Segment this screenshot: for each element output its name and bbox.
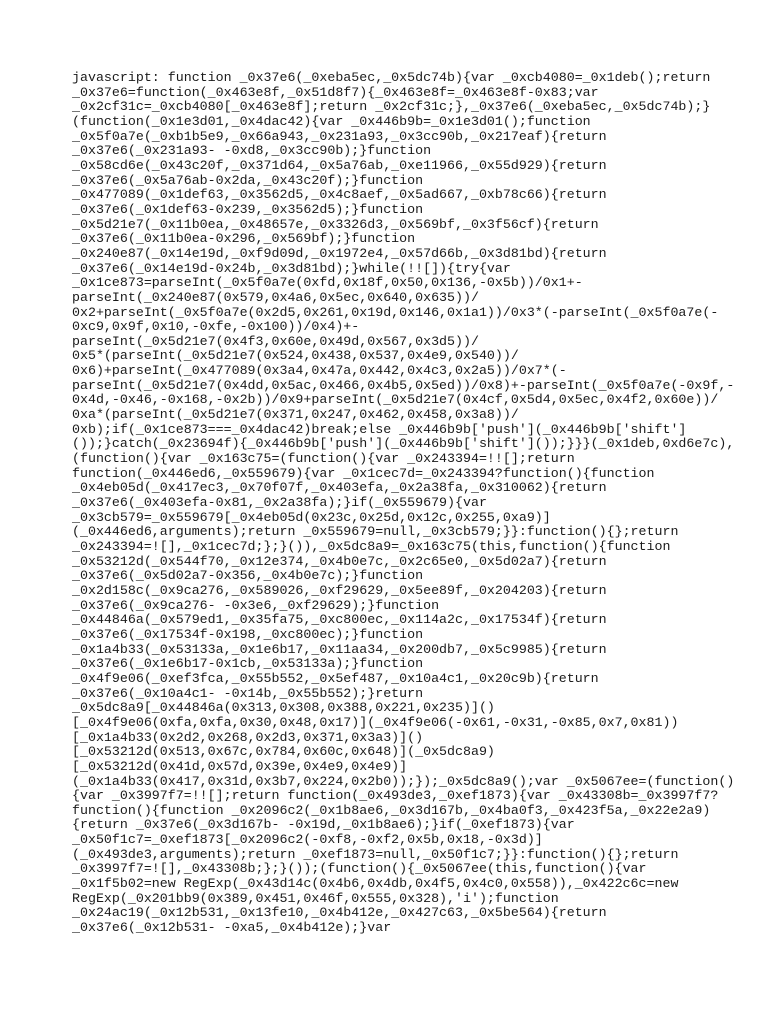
code-line: _0x1ce873=parseInt(_0x5f0a7e(0xfd,0x18f,0x50,0x136,-0x5b))/0x1+-	[72, 275, 583, 291]
code-line: parseInt(_0x240e87(0x579,0x4a6,0x5ec,0x640,0x635))/	[72, 289, 479, 305]
code-line: _0x240e87(_0x14e19d,_0xf9d09d,_0x1972e4,_0x57d66b,_0x3d81bd){return	[72, 245, 607, 261]
code-line: _0x37e6(_0x5d02a7-0x356,_0x4b0e7c);}function	[72, 568, 424, 584]
code-line: [_0x4f9e06(0xfa,0xfa,0x30,0x48,0x17)](_0x4f9e06(-0x61,-0x31,-0x85,0x7,0x81))	[72, 714, 679, 730]
code-line: _0x37e6(_0x5a76ab-0x2da,_0x43c20f);}function	[72, 172, 424, 188]
code-line: 0xc9,0x9f,0x10,-0xfe,-0x100))/0x4)+-	[72, 319, 360, 335]
code-line: _0x4f9e06(_0xef3fca,_0x55b552,_0x5ef487,_0x10a4c1,_0x20c9b){return	[72, 670, 599, 686]
code-document	[72, 70, 735, 936]
code-line: _0x4eb05d(_0x417ec3,_0x70f07f,_0x403efa,_0x2a38fa,_0x310062){return	[72, 480, 607, 496]
code-line: _0x37e6(_0x11b0ea-0x296,_0x569bf);}function	[72, 231, 416, 247]
code-line: 0xb);if(_0x1ce873===_0x4dac42)break;else _0x446b9b['push'](_0x446b9b['shift']	[72, 421, 687, 437]
code-line: _0x50f1c7=_0xef1873[_0x2096c2(-0xf8,-0xf2,0x5b,0x18,-0x3d)]	[72, 832, 543, 848]
code-line: function(_0x446ed6,_0x559679){var _0x1cec7d=_0x243394?function(){function	[72, 465, 655, 481]
code-line: [_0x53212d(0x513,0x67c,0x784,0x60c,0x648)](_0x5dc8a9)	[72, 744, 495, 760]
code-line: (function(){var _0x163c75=(function(){var _0x243394=!![];return	[72, 451, 575, 467]
code-line: _0x5f0a7e(_0xb1b5e9,_0x66a943,_0x231a93,_0x3cc90b,_0x217eaf){return	[72, 128, 607, 144]
code-line: _0x37e6(_0x1e6b17-0x1cb,_0x53133a);}function	[72, 656, 424, 672]
code-line: _0x2d158c(_0x9ca276,_0x589026,_0xf29629,_0x5ee89f,_0x204203){return	[72, 582, 607, 598]
code-line: _0x37e6=function(_0x463e8f,_0x51d8f7){_0x463e8f=_0x463e8f-0x83;var	[72, 84, 599, 100]
code-line: (function(_0x1e3d01,_0x4dac42){var _0x446b9b=_0x1e3d01();function	[72, 113, 591, 129]
code-line: RegExp(_0x201bb9(0x389,0x451,0x46f,0x555,0x328),'i');function	[72, 890, 559, 906]
code-line: ());}catch(_0x23694f){_0x446b9b['push'](_0x446b9b['shift']());}}}(_0x1deb,0xd6e7c),	[72, 436, 735, 452]
code-line: (_0x1a4b33(0x417,0x31d,0x3b7,0x224,0x2b0));});_0x5dc8a9();var _0x5067ee=(function()	[72, 773, 735, 789]
code-line: {return _0x37e6(_0x3d167b- -0x19d,_0x1b8ae6);}if(_0xef1873){var	[72, 817, 575, 833]
code-line: _0x5d21e7(_0x11b0ea,_0x48657e,_0x3326d3,_0x569bf,_0x3f56cf){return	[72, 216, 599, 232]
code-line: javascript: function _0x37e6(_0xeba5ec,_0x5dc74b){var _0xcb4080=_0x1deb();return	[72, 70, 711, 85]
code-line: _0x58cd6e(_0x43c20f,_0x371d64,_0x5a76ab,_0xe11966,_0x55d929){return	[72, 157, 607, 173]
code-line: _0x2cf31c=_0xcb4080[_0x463e8f];return _0x2cf31c;},_0x37e6(_0xeba5ec,_0x5dc74b);}	[72, 99, 711, 115]
code-line: _0x24ac19(_0x12b531,_0x13fe10,_0x4b412e,_0x427c63,_0x5be564){return	[72, 905, 607, 921]
code-line: _0x3997f7=![],_0x43308b;};}());(function(){_0x5067ee(this,function(){var	[72, 861, 647, 877]
code-line: _0x1a4b33(_0x53133a,_0x1e6b17,_0x11aa34,_0x200db7,_0x5c9985){return	[72, 641, 607, 657]
code-line: _0x44846a(_0x579ed1,_0x35fa75,_0xc800ec,_0x114a2c,_0x17534f){return	[72, 612, 607, 628]
code-line: parseInt(_0x5d21e7(0x4f3,0x60e,0x49d,0x567,0x3d5))/	[72, 333, 479, 349]
code-line: _0x5dc8a9[_0x44846a(0x313,0x308,0x388,0x221,0x235)]()	[72, 700, 495, 716]
code-line: parseInt(_0x5d21e7(0x4dd,0x5ac,0x466,0x4b5,0x5ed))/0x8)+-parseInt(_0x5f0a7e(-0x9f,-	[72, 377, 735, 393]
code-line: _0x37e6(_0x1def63-0x239,_0x3562d5);}function	[72, 201, 424, 217]
code-line: {var _0x3997f7=!![];return function(_0x493de3,_0xef1873){var _0x43308b=_0x3997f7?	[72, 788, 719, 804]
code-line: 0x6)+parseInt(_0x477089(0x3a4,0x47a,0x442,0x4c3,0x2a5))/0x7*(-	[72, 363, 567, 379]
code-line: _0x37e6(_0x9ca276- -0x3e6,_0xf29629);}function	[72, 597, 440, 613]
code-line: _0x37e6(_0x10a4c1- -0x14b,_0x55b552);}return	[72, 685, 424, 701]
code-line: _0x37e6(_0x231a93- -0xd8,_0x3cc90b);}function	[72, 143, 432, 159]
code-line: _0x37e6(_0x403efa-0x81,_0x2a38fa);}if(_0x559679){var	[72, 495, 487, 511]
code-line: _0x37e6(_0x12b531- -0xa5,_0x4b412e);}var	[72, 920, 392, 936]
code-line: _0x53212d(_0x544f70,_0x12e374,_0x4b0e7c,_0x2c65e0,_0x5d02a7){return	[72, 553, 607, 569]
code-line: _0x243394=![],_0x1cec7d;};}()),_0x5dc8a9=_0x163c75(this,function(){function	[72, 539, 671, 554]
code-line: _0x3cb579=_0x559679[_0x4eb05d(0x23c,0x25d,0x12c,0x255,0xa9)]	[72, 509, 551, 525]
code-line: _0x477089(_0x1def63,_0x3562d5,_0x4c8aef,_0x5ad667,_0xb78c66){return	[72, 187, 607, 203]
code-line: 0x4d,-0x46,-0x168,-0x2b))/0x9+parseInt(_0x5d21e7(0x4cf,0x5d4,0x5ec,0x4f2,0x60e))/	[72, 392, 719, 408]
code-line: [_0x53212d(0x41d,0x57d,0x39e,0x4e9,0x4e9)]	[72, 758, 408, 774]
code-line: 0x5*(parseInt(_0x5d21e7(0x524,0x438,0x537,0x4e9,0x540))/	[72, 348, 519, 364]
code-line: 0xa*(parseInt(_0x5d21e7(0x371,0x247,0x462,0x458,0x3a8))/	[72, 407, 519, 423]
code-line: _0x37e6(_0x17534f-0x198,_0xc800ec);}function	[72, 626, 424, 642]
code-line: function(){function _0x2096c2(_0x1b8ae6,_0x3d167b,_0x4ba0f3,_0x423f5a,_0x22e2a9)	[72, 802, 711, 818]
code-line: (_0x446ed6,arguments);return _0x559679=null,_0x3cb579;}}:function(){};return	[72, 524, 679, 540]
code-line: _0x37e6(_0x14e19d-0x24b,_0x3d81bd);}while(!![]){try{var	[72, 260, 511, 276]
code-line: _0x1f5b02=new RegExp(_0x43d14c(0x4b6,0x4db,0x4f5,0x4c0,0x558)),_0x422c6c=new	[72, 876, 679, 892]
code-line: 0x2+parseInt(_0x5f0a7e(0x2d5,0x261,0x19d,0x146,0x1a1))/0x3*(-parseInt(_0x5f0a7e(-	[72, 304, 719, 320]
code-line: (_0x493de3,arguments);return _0xef1873=null,_0x50f1c7;}}:function(){};return	[72, 846, 679, 862]
code-line: [_0x1a4b33(0x2d2,0x268,0x2d3,0x371,0x3a3)]()	[72, 729, 424, 745]
